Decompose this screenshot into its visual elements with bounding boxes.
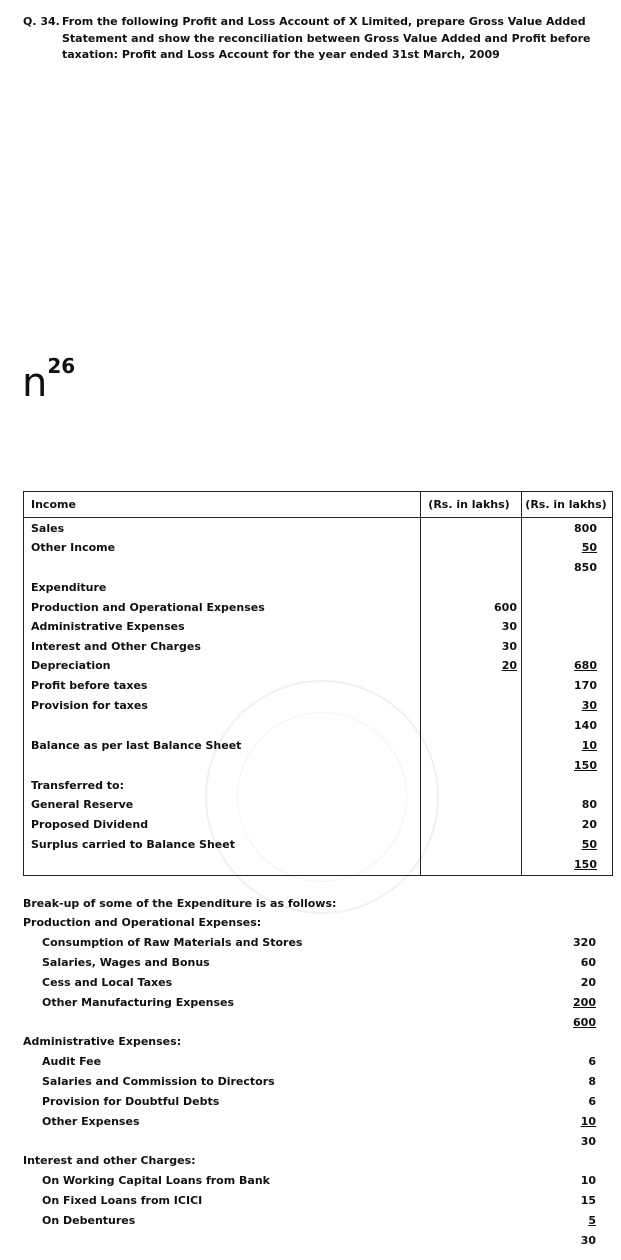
row-label: Proposed Dividend: [31, 818, 149, 831]
row-label: General Reserve: [31, 798, 134, 811]
breakup-item-label: Audit Fee: [42, 1055, 102, 1068]
question-number: Q. 34.: [23, 15, 60, 28]
breakup-item-label: Salaries and Commission to Directors: [42, 1075, 275, 1088]
breakup-item-label: On Working Capital Loans from Bank: [42, 1174, 270, 1187]
section-marker: [22, 354, 76, 406]
header-amount-2: (Rs. in lakhs): [525, 498, 607, 511]
breakup-item-value: 6: [588, 1095, 596, 1108]
breakup-section-title: Administrative Expenses:: [23, 1035, 182, 1048]
table-row: [24, 617, 612, 637]
breakup-item-label: Other Expenses: [42, 1115, 140, 1128]
breakup-intro: Break-up of some of the Expenditure is as follows:: [23, 897, 337, 910]
breakup-item-value: 10: [580, 1174, 596, 1187]
row-label: Expenditure: [31, 581, 107, 594]
question-text: From the following Profit and Loss Account of X Limited, prepare Gross Value Added Statement and show the reconciliation between Gross Value Added and Profit before taxation: Profit and Loss Account for the year ended 31st March, 2009: [62, 15, 591, 61]
breakup-item-label: Cess and Local Taxes: [42, 976, 173, 989]
row-amount-2: 20: [581, 818, 597, 831]
row-amount-1: 30: [501, 640, 517, 653]
breakup-item-label: Consumption of Raw Materials and Stores: [42, 936, 303, 949]
row-label: Surplus carried to Balance Sheet: [31, 838, 235, 851]
row-amount-1: 600: [494, 601, 517, 614]
breakup-item-label: Provision for Doubtful Debts: [42, 1095, 220, 1108]
breakup-item-value: 200: [573, 996, 596, 1009]
row-amount-1: 20: [501, 659, 517, 672]
table-row: [24, 637, 612, 657]
breakup-section-title: Production and Operational Expenses:: [23, 916, 262, 929]
table-row: [24, 558, 612, 578]
breakup-item-value: 8: [588, 1075, 596, 1088]
row-amount-2: 150: [574, 858, 597, 871]
header-amount-1: (Rs. in lakhs): [428, 498, 510, 511]
breakup-item-label: On Fixed Loans from ICICI: [42, 1194, 203, 1207]
row-label: Interest and Other Charges: [31, 640, 201, 653]
table-row: [24, 716, 612, 736]
row-amount-2: 150: [574, 759, 597, 772]
row-label: Depreciation: [31, 659, 111, 672]
row-amount-2: 140: [574, 719, 597, 732]
table-header-rule: [24, 517, 612, 518]
row-amount-2: 680: [574, 659, 597, 672]
breakup-section-total: 30: [580, 1234, 596, 1247]
row-amount-2: 10: [581, 739, 597, 752]
row-amount-2: 170: [574, 679, 597, 692]
row-label: Sales: [31, 522, 65, 535]
table-row: [24, 538, 612, 558]
table-row: [24, 598, 612, 618]
row-amount-2: 80: [581, 798, 597, 811]
marker-superscript: 26: [47, 354, 76, 378]
breakup-item-label: Salaries, Wages and Bonus: [42, 956, 210, 969]
row-amount-2: 30: [581, 699, 597, 712]
breakup-item-value: 20: [580, 976, 596, 989]
table-row: [24, 756, 612, 776]
row-label: Transferred to:: [31, 779, 124, 792]
breakup-item-value: 5: [588, 1214, 596, 1227]
row-amount-2: 850: [574, 561, 597, 574]
table-row: [24, 815, 612, 835]
table-row: [24, 656, 612, 676]
table-row: [24, 835, 612, 855]
profit-loss-table: [23, 491, 613, 876]
row-label: Balance as per last Balance Sheet: [31, 739, 242, 752]
header-income: Income: [31, 498, 76, 511]
row-amount-2: 50: [581, 541, 597, 554]
breakup-item-value: 15: [580, 1194, 596, 1207]
table-row: [24, 578, 612, 598]
table-row: [24, 519, 612, 539]
breakup-section-total: 30: [580, 1135, 596, 1148]
table-row: [24, 855, 612, 875]
row-amount-2: 50: [581, 838, 597, 851]
table-row: [24, 736, 612, 756]
breakup-item-label: Other Manufacturing Expenses: [42, 996, 235, 1009]
table-row: [24, 795, 612, 815]
table-row: [24, 696, 612, 716]
breakup-item-value: 6: [588, 1055, 596, 1068]
row-amount-2: 800: [574, 522, 597, 535]
table-row: [24, 676, 612, 696]
row-label: Other Income: [31, 541, 116, 554]
row-label: Administrative Expenses: [31, 620, 185, 633]
breakup-section-total: 600: [573, 1016, 596, 1029]
marker-base: n: [22, 360, 48, 406]
breakup-item-value: 10: [580, 1115, 596, 1128]
row-label: Production and Operational Expenses: [31, 601, 265, 614]
breakup-item-value: 320: [573, 936, 596, 949]
row-label: Provision for taxes: [31, 699, 148, 712]
table-row: [24, 776, 612, 796]
row-amount-1: 30: [501, 620, 517, 633]
breakup-item-value: 60: [580, 956, 596, 969]
row-label: Profit before taxes: [31, 679, 148, 692]
breakup-item-label: On Debentures: [42, 1214, 136, 1227]
table-header-row: [24, 495, 612, 515]
breakup-section-title: Interest and other Charges:: [23, 1154, 196, 1167]
